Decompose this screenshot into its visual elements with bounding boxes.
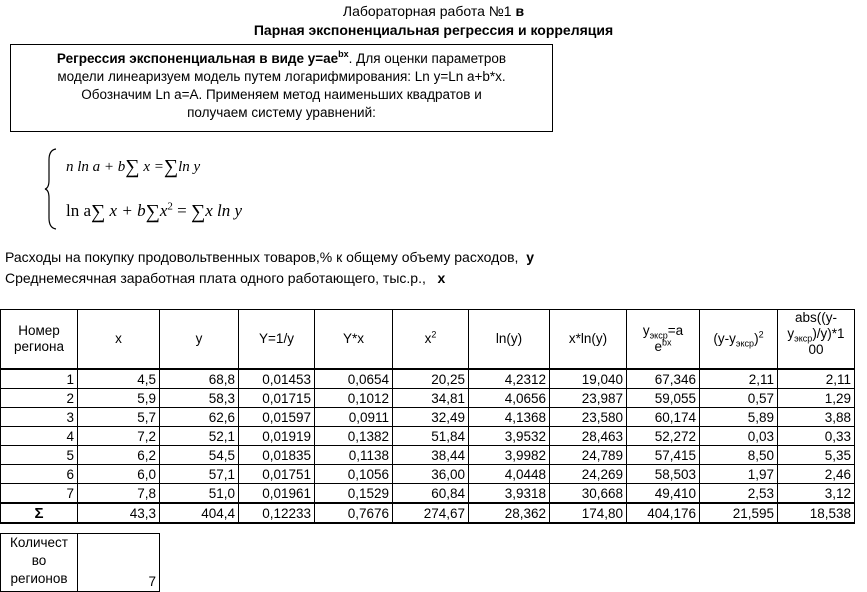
lab-title [0, 3, 867, 19]
table-cell: 0,03 [700, 427, 778, 446]
table-row [1, 484, 855, 504]
info-text-2: модели линеаризуем модель путем логарифмирования: Ln y=Ln a+b*x. [57, 69, 506, 84]
table-cell: 0,1529 [315, 484, 393, 504]
table-cell: 3 [1, 408, 78, 427]
region-count-value: 7 [77, 533, 160, 592]
table-cell: 4,5 [78, 369, 160, 389]
table-cell: 3,88 [778, 408, 855, 427]
header-Yx: Y*x [315, 310, 393, 370]
table-cell: 1,29 [778, 389, 855, 408]
table-cell: 7 [1, 484, 78, 504]
header-region: Номер региона [1, 310, 78, 370]
table-cell: 3,9318 [469, 484, 550, 504]
table-row [1, 369, 855, 389]
table-cell: 52,272 [627, 427, 700, 446]
header-lny: ln(y) [469, 310, 550, 370]
table-cell: 0,01751 [239, 465, 315, 484]
table-cell: 34,81 [393, 389, 469, 408]
header-yexp: $y_{экср}=a$ $e^{bx}$ [627, 310, 700, 370]
table-cell: 52,1 [160, 427, 239, 446]
table-cell: 4,0656 [469, 389, 550, 408]
table-cell: 2,46 [778, 465, 855, 484]
table-cell: 23,580 [550, 408, 627, 427]
table-row [1, 465, 855, 484]
table-cell: 0,01453 [239, 369, 315, 389]
table-cell: 5,89 [700, 408, 778, 427]
table-cell: 2 [1, 389, 78, 408]
table-cell: 2,11 [778, 369, 855, 389]
table-cell: 20,25 [393, 369, 469, 389]
header-Y: Y=1/y [239, 310, 315, 370]
table-cell: 54,5 [160, 446, 239, 465]
table-cell: 5 [1, 446, 78, 465]
table-cell: 23,987 [550, 389, 627, 408]
table-cell: 24,269 [550, 465, 627, 484]
table-cell: 2,11 [700, 369, 778, 389]
table-cell: 0,57 [700, 389, 778, 408]
table-cell: 4 [1, 427, 78, 446]
sum-cell: 404,4 [160, 503, 239, 523]
table-cell: 24,789 [550, 446, 627, 465]
y-variable-description: Расходы на покупку продовольтвенных товаров,% к общему объему расходов, y [5, 249, 535, 265]
table-cell: 0,1138 [315, 446, 393, 465]
sum-cell: 274,67 [393, 503, 469, 523]
table-cell: 60,84 [393, 484, 469, 504]
info-text-4: получаем систему уравнений: [187, 105, 376, 120]
table-cell: 59,055 [627, 389, 700, 408]
sum-symbol: Σ [1, 503, 78, 523]
table-row [1, 408, 855, 427]
info-text-3: Обозначим Ln a=A. Применяем метод наименьших квадратов и [81, 87, 482, 102]
table-cell: 4,2312 [469, 369, 550, 389]
table-cell: 57,415 [627, 446, 700, 465]
sum-cell: 0,7676 [315, 503, 393, 523]
region-count-label: Количест во регионов [0, 533, 78, 592]
table-cell: 0,1056 [315, 465, 393, 484]
table-cell: 38,44 [393, 446, 469, 465]
table-cell: 0,01961 [239, 484, 315, 504]
table-cell: 67,346 [627, 369, 700, 389]
lab-subtitle: Парная экспоненциальная регрессия и корреляция [253, 22, 614, 38]
header-x: x [78, 310, 160, 370]
table-cell: 4,0448 [469, 465, 550, 484]
table-cell: 3,9982 [469, 446, 550, 465]
sum-cell: 404,176 [627, 503, 700, 523]
header-x2: $x^2$ [393, 310, 469, 370]
table-cell: 32,49 [393, 408, 469, 427]
header-xlny: x*ln(y) [550, 310, 627, 370]
table-cell: 0,01835 [239, 446, 315, 465]
system-brace-icon [44, 148, 58, 230]
table-cell: 3,12 [778, 484, 855, 504]
table-cell: 0,0911 [315, 408, 393, 427]
table-cell: 58,3 [160, 389, 239, 408]
table-cell: 7,2 [78, 427, 160, 446]
sum-row [1, 503, 855, 523]
table-cell: 51,84 [393, 427, 469, 446]
table-row [1, 446, 855, 465]
table-cell: 28,463 [550, 427, 627, 446]
table-cell: 0,01919 [239, 427, 315, 446]
sum-cell: 21,595 [700, 503, 778, 523]
sum-cell: 0,12233 [239, 503, 315, 523]
table-cell: 5,35 [778, 446, 855, 465]
table-cell: 1,97 [700, 465, 778, 484]
table-cell: 19,040 [550, 369, 627, 389]
lab-title-suffix: в [515, 3, 525, 19]
table-cell: 36,00 [393, 465, 469, 484]
table-cell: 3,9532 [469, 427, 550, 446]
table-cell: 2,53 [700, 484, 778, 504]
table-cell: 5,7 [78, 408, 160, 427]
table-cell: 0,1382 [315, 427, 393, 446]
regression-table [0, 309, 855, 524]
header-y: y [160, 310, 239, 370]
table-cell: 0,01715 [239, 389, 315, 408]
table-header-row [1, 310, 855, 370]
table-cell: 49,410 [627, 484, 700, 504]
x-variable-description: Среднемесячная заработная плата одного работающего, тыс.р., x [5, 270, 446, 286]
header-squared-error: $(y-y_{экср})^2$ [700, 310, 778, 370]
table-cell: 6,2 [78, 446, 160, 465]
table-cell: 57,1 [160, 465, 239, 484]
table-cell: 6 [1, 465, 78, 484]
equation-2: ln a∑ $x + b\sum x^2 = \sum x$ ln y [66, 200, 243, 223]
lab-title-text: Лабораторная работа №1 [342, 3, 512, 19]
regression-formula-lead: Регрессия экспоненциальная в виде $y=ae^{bx}$ [56, 49, 349, 66]
table-cell: 60,174 [627, 408, 700, 427]
table-cell: 0,0654 [315, 369, 393, 389]
table-cell: 62,6 [160, 408, 239, 427]
table-cell: 51,0 [160, 484, 239, 504]
method-description-box [10, 44, 553, 132]
table-cell: 58,503 [627, 465, 700, 484]
table-row [1, 427, 855, 446]
table-row [1, 389, 855, 408]
table-cell: 30,668 [550, 484, 627, 504]
sum-cell: 18,538 [778, 503, 855, 523]
header-abs-error: abs((y- $y_{экср})/y)*1$ 00 [778, 310, 855, 370]
sum-cell: 43,3 [78, 503, 160, 523]
table-cell: 0,01597 [239, 408, 315, 427]
table-cell: 5,9 [78, 389, 160, 408]
sum-cell: 174,80 [550, 503, 627, 523]
table-cell: 4,1368 [469, 408, 550, 427]
equation-1: n ln a + b∑ x =∑ln y [66, 156, 201, 178]
table-cell: 68,8 [160, 369, 239, 389]
table-cell: 8,50 [700, 446, 778, 465]
table-cell: 0,33 [778, 427, 855, 446]
table-cell: 0,1012 [315, 389, 393, 408]
sum-cell: 28,362 [469, 503, 550, 523]
info-text-1: . Для оценки параметров [348, 51, 507, 66]
table-cell: 1 [1, 369, 78, 389]
table-cell: 6,0 [78, 465, 160, 484]
table-cell: 7,8 [78, 484, 160, 504]
